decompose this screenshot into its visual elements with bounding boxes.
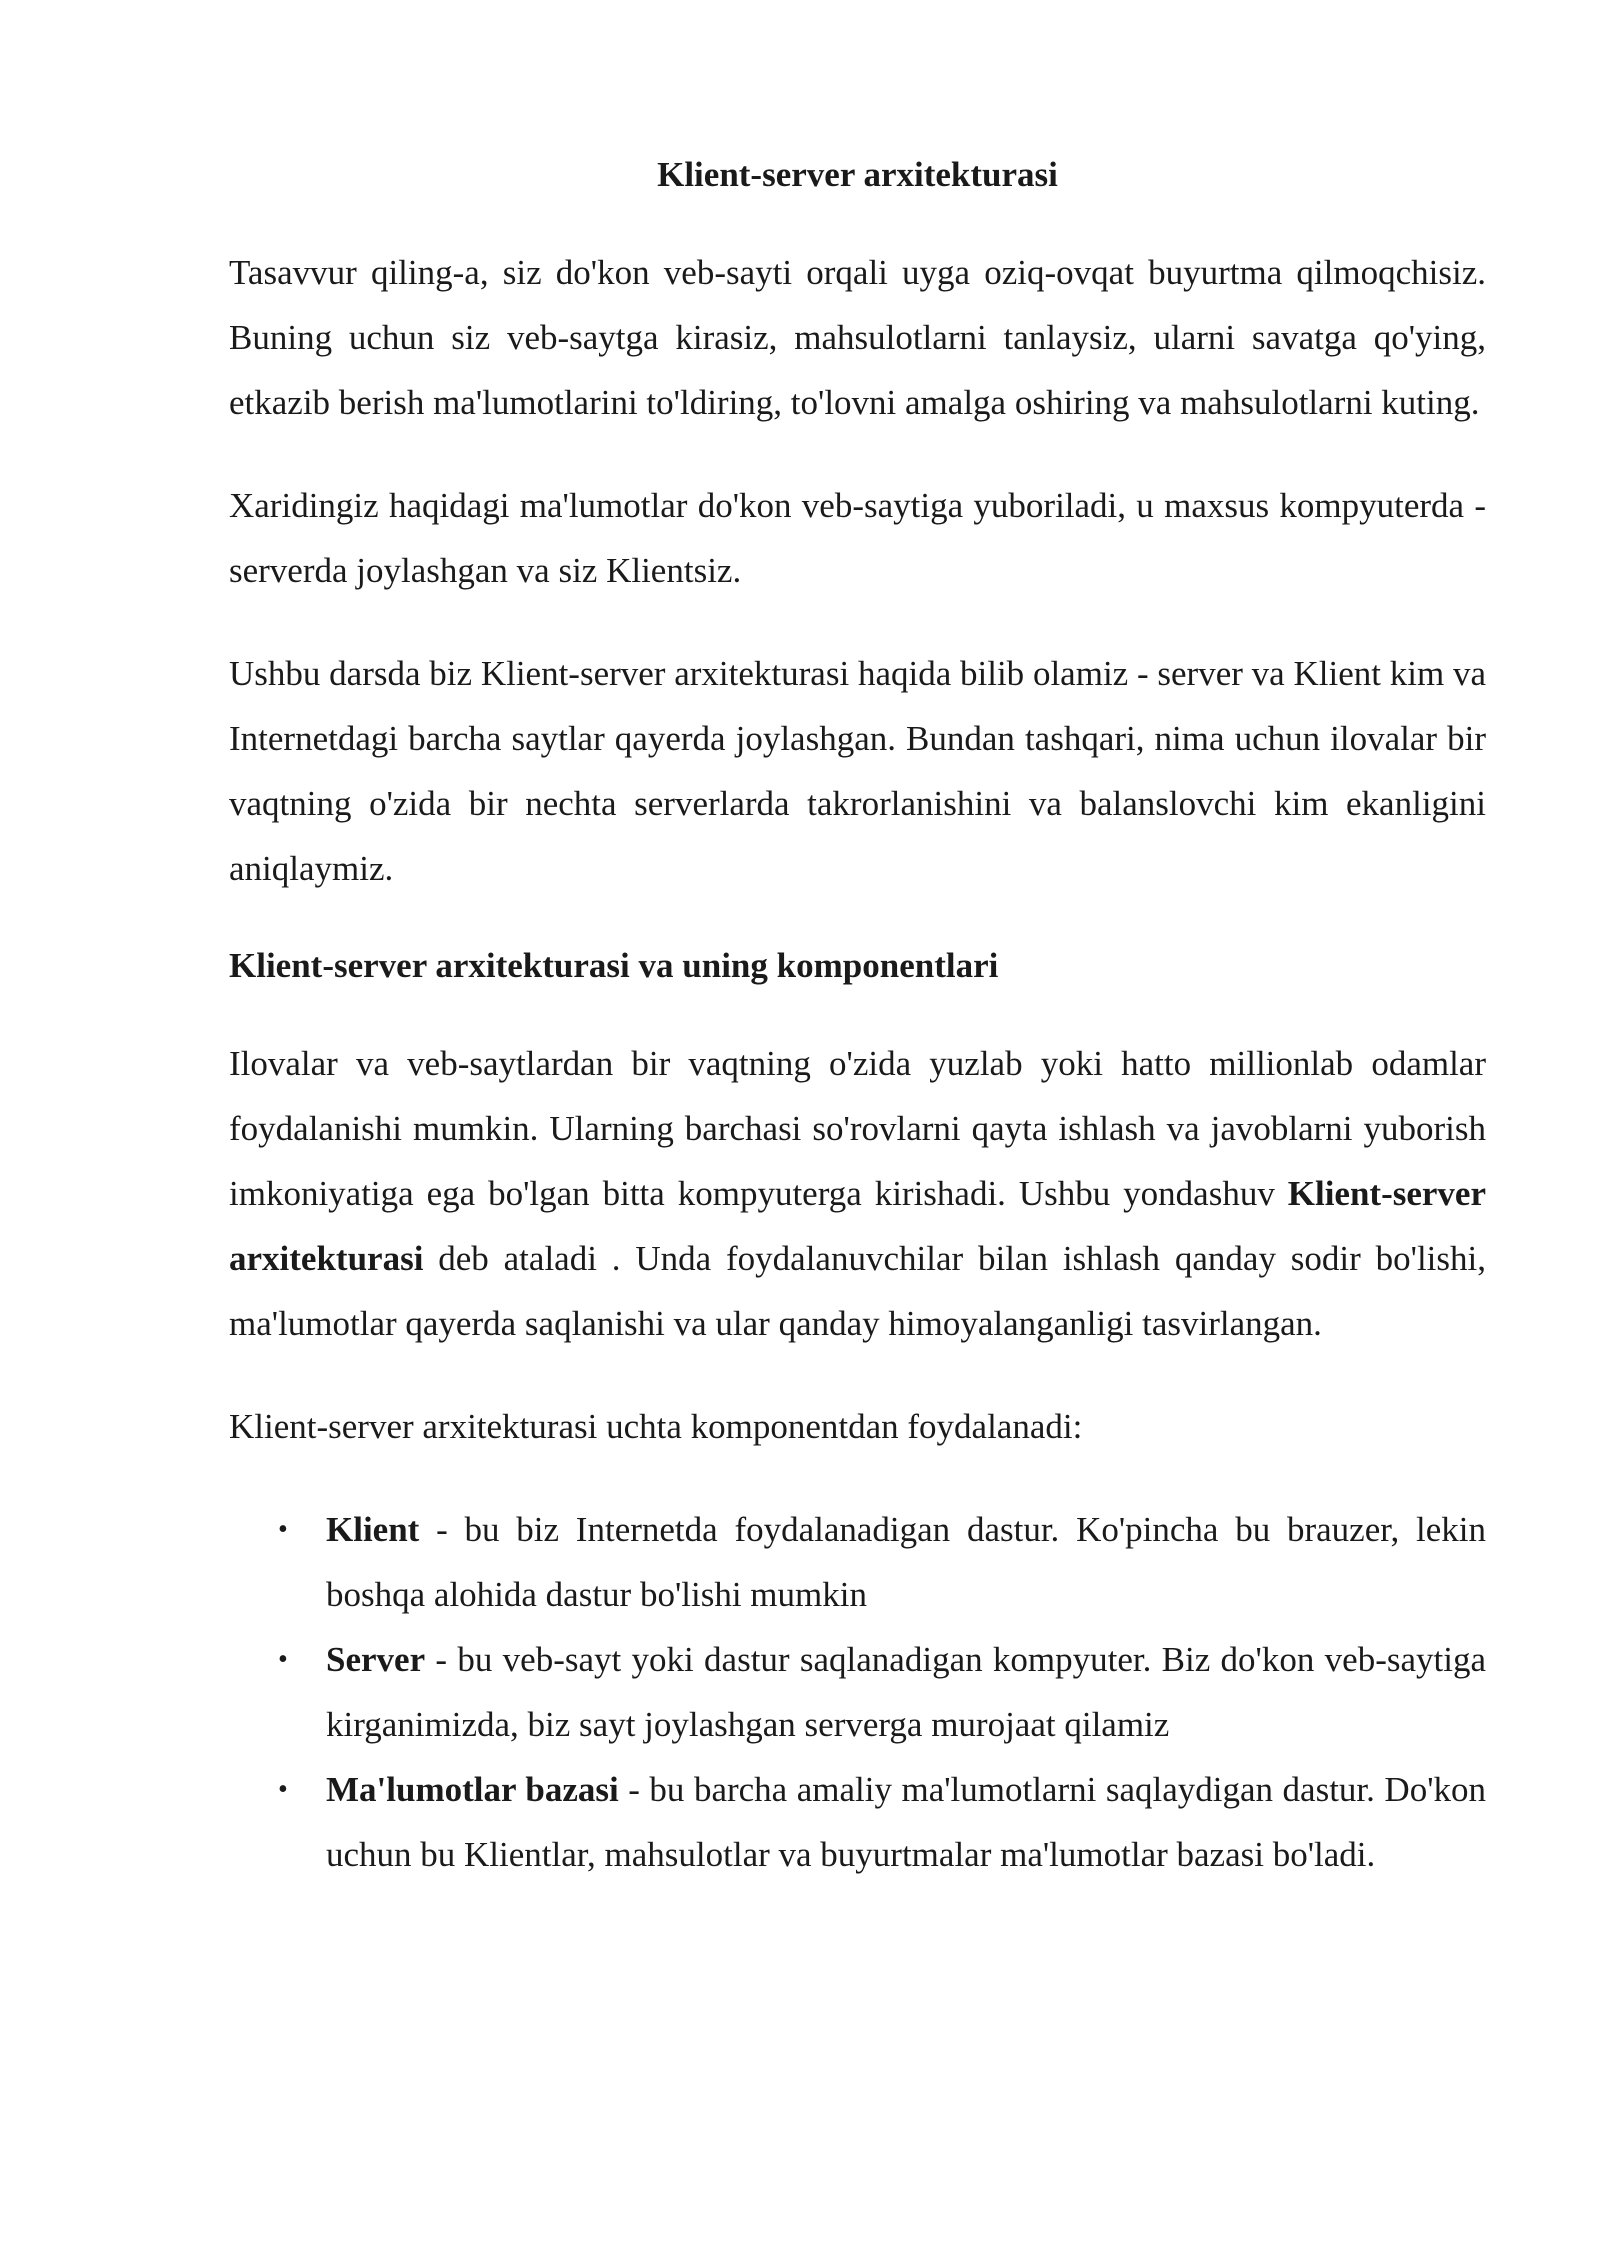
component-term: Klient bbox=[326, 1510, 420, 1549]
component-description: - bu biz Internetda foydalanadigan dastur. Ko'pincha bu brauzer, lekin boshqa alohida dastur bo'lishi mumkin bbox=[326, 1510, 1486, 1614]
bullet-icon: • bbox=[278, 1774, 288, 1805]
components-list bbox=[229, 1497, 1486, 1887]
list-item-server bbox=[229, 1627, 1486, 1757]
component-description: - bu veb-sayt yoki dastur saqlanadigan kompyuter. Biz do'kon veb-saytiga kirganimizda, biz sayt joylashgan serverga murojaat qilamiz bbox=[326, 1640, 1486, 1744]
architecture-text-after: deb ataladi . Unda foydalanuvchilar bilan ishlash qanday sodir bo'lishi, ma'lumotlar qayerda saqlanishi va ular qanday himoyalanganligi tasvirlangan. bbox=[229, 1239, 1486, 1343]
document-title: Klient-server arxitekturasi bbox=[657, 155, 1058, 194]
bullet-icon: • bbox=[278, 1514, 288, 1545]
component-term: Ma'lumotlar bazasi bbox=[326, 1770, 619, 1809]
components-intro-paragraph: Klient-server arxitekturasi uchta komponentdan foydalanadi: bbox=[229, 1407, 1083, 1446]
list-item-database bbox=[229, 1757, 1486, 1887]
intro-paragraph: Tasavvur qiling-a, siz do'kon veb-sayti orqali uyga oziq-ovqat buyurtma qilmoqchisiz. Buning uchun siz veb-saytga kirasiz, mahsulotlarni tanlaysiz, ularni savatga qo'ying, etkazib berish ma'lumotlarini to'ldiring, to'lovni amalga oshiring va mahsulotlarni kuting. bbox=[229, 253, 1486, 422]
list-item-client bbox=[229, 1497, 1486, 1627]
document-page bbox=[229, 148, 1486, 1887]
component-term: Server bbox=[326, 1640, 426, 1679]
component-description: - bu barcha amaliy ma'lumotlarni saqlaydigan dastur. Do'kon uchun bu Klientlar, mahsulotlar va buyurtmalar ma'lumotlar bazasi bo'ladi. bbox=[326, 1770, 1487, 1874]
architecture-text-before: Ilovalar va veb-saytlardan bir vaqtning o'zida yuzlab yoki hatto millionlab odamlar foydalanishi mumkin. Ularning barchasi so'rovlarni qayta ishlash va javoblarni yuborish imkoniyatiga ega bo'lgan bitta kompyuterga kirishadi. Ushbu yondashuv bbox=[229, 1044, 1486, 1213]
bullet-icon: • bbox=[278, 1644, 288, 1675]
section-heading: Klient-server arxitekturasi va uning komponentlari bbox=[229, 946, 999, 985]
lesson-overview-paragraph: Ushbu darsda biz Klient-server arxitekturasi haqida bilib olamiz - server va Klient kim va Internetdagi barcha saytlar qayerda joylashgan. Bundan tashqari, nima uchun ilovalar bir vaqtning o'zida bir nechta serverlarda takrorlanishini va balanslovchi kim ekanligini aniqlaymiz. bbox=[229, 654, 1486, 888]
architecture-term: Klient-server arxitekturasi bbox=[229, 1174, 1486, 1278]
architecture-paragraph bbox=[229, 1031, 1486, 1356]
purchase-paragraph: Xaridingiz haqidagi ma'lumotlar do'kon veb-saytiga yuboriladi, u maxsus kompyuterda - serverda joylashgan va siz Klientsiz. bbox=[229, 486, 1486, 590]
